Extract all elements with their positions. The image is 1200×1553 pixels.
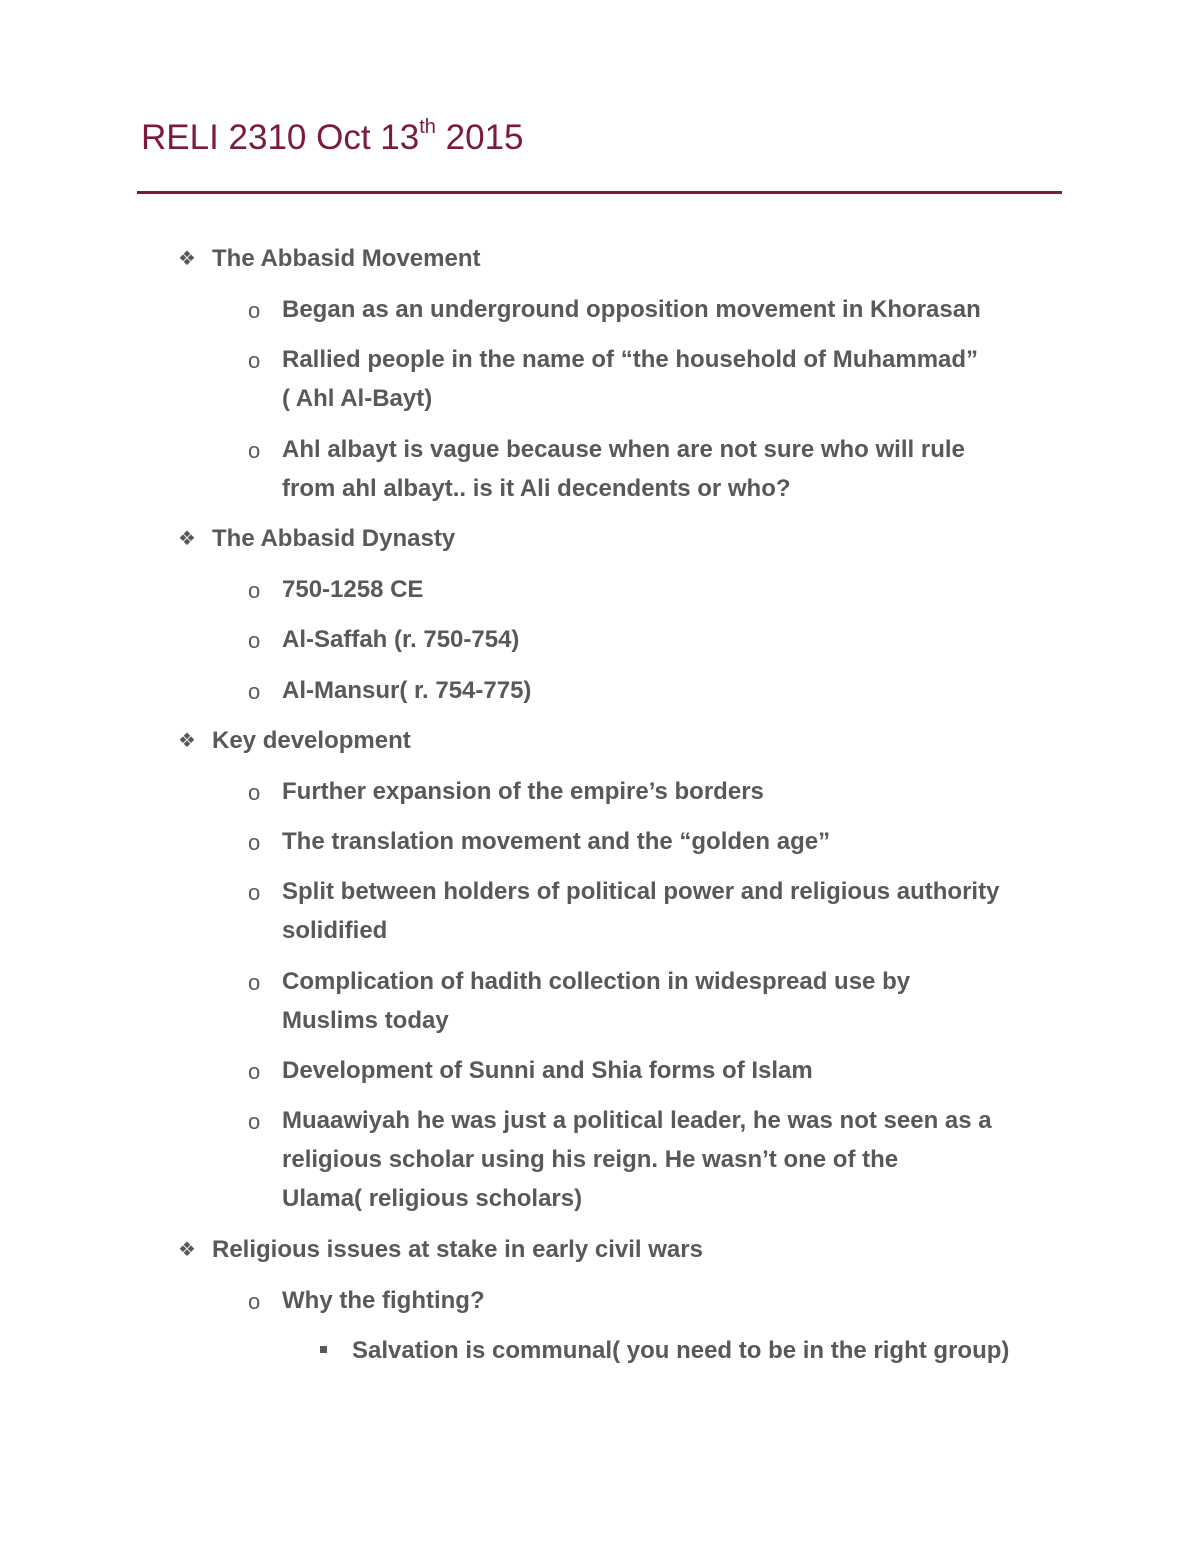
title-text: RELI 2310 Oct 13 bbox=[141, 118, 420, 157]
circle-bullet-icon: o bbox=[248, 780, 261, 805]
circle-bullet-icon: o bbox=[248, 348, 261, 373]
title-divider bbox=[137, 191, 1062, 194]
outline-item-level-2 bbox=[248, 291, 981, 329]
outline-item-level-2 bbox=[248, 431, 965, 469]
circle-bullet-icon: o bbox=[248, 880, 261, 905]
outline-item-level-2 bbox=[248, 672, 532, 710]
outline-item-continuation bbox=[282, 470, 791, 508]
title-year: 2015 bbox=[435, 118, 524, 157]
outline-item-level-2 bbox=[248, 873, 1000, 911]
outline-item-text: solidified bbox=[282, 917, 388, 944]
circle-bullet-icon: o bbox=[248, 830, 261, 855]
outline-item-level-2 bbox=[248, 1282, 485, 1320]
outline-item-text: Key development bbox=[212, 727, 411, 754]
diamond-bullet-icon: ❖ bbox=[178, 248, 196, 270]
outline-item-continuation bbox=[282, 380, 432, 418]
outline-item-text: Further expansion of the empire’s borders bbox=[282, 778, 764, 805]
outline-item-text: The translation movement and the “golden age” bbox=[282, 828, 831, 855]
outline-item-text: Ahl albayt is vague because when are not sure who will rule bbox=[282, 436, 965, 463]
title-superscript: th bbox=[419, 116, 436, 138]
outline-item-text: Development of Sunni and Shia forms of Islam bbox=[282, 1057, 813, 1084]
outline-item-level-3 bbox=[352, 1332, 1009, 1370]
outline-item-text: Muaawiyah he was just a political leader, he was not seen as a bbox=[282, 1107, 992, 1134]
outline-item-level-2 bbox=[248, 341, 979, 379]
outline-item-text: Ulama( religious scholars) bbox=[282, 1185, 583, 1212]
outline-item-level-1 bbox=[178, 520, 456, 558]
outline-item-continuation bbox=[282, 1002, 449, 1040]
outline-item-level-1 bbox=[178, 240, 481, 278]
outline-item-text: Began as an underground opposition movement in Khorasan bbox=[282, 296, 981, 323]
outline-item-text: ( Ahl Al-Bayt) bbox=[282, 385, 433, 412]
circle-bullet-icon: o bbox=[248, 1109, 261, 1134]
circle-bullet-icon: o bbox=[248, 438, 261, 463]
circle-bullet-icon: o bbox=[248, 1289, 261, 1314]
outline-item-text: Al-Saffah (r. 750-754) bbox=[282, 626, 520, 653]
outline-item-text: Al-Mansur( r. 754-775) bbox=[282, 677, 532, 704]
outline-item-text: Why the fighting? bbox=[282, 1287, 485, 1314]
outline-item-text: religious scholar using his reign. He wasn’t one of the bbox=[282, 1146, 899, 1173]
outline-item-continuation bbox=[282, 1141, 898, 1179]
circle-bullet-icon: o bbox=[248, 298, 261, 323]
outline-item-text: Salvation is communal( you need to be in the right group) bbox=[352, 1337, 1010, 1364]
outline-item-level-2 bbox=[248, 823, 831, 861]
circle-bullet-icon: o bbox=[248, 970, 261, 995]
outline-item-text: 750-1258 CE bbox=[282, 576, 424, 603]
outline-item-level-2 bbox=[248, 1102, 992, 1140]
outline-item-level-2 bbox=[248, 963, 911, 1001]
outline-item-text: Religious issues at stake in early civil wars bbox=[212, 1236, 703, 1263]
outline-item-text: Rallied people in the name of “the household of Muhammad” bbox=[282, 346, 979, 373]
outline-item-level-2 bbox=[248, 571, 424, 609]
outline-item-text: from ahl albayt.. is it Ali decendents or who? bbox=[282, 475, 791, 502]
outline-item-level-1 bbox=[178, 1231, 703, 1269]
page-title bbox=[141, 118, 524, 158]
outline-item-text: Split between holders of political power and religious authority bbox=[282, 878, 1000, 905]
circle-bullet-icon: o bbox=[248, 578, 261, 603]
diamond-bullet-icon: ❖ bbox=[178, 730, 196, 752]
circle-bullet-icon: o bbox=[248, 628, 261, 653]
outline-item-level-2 bbox=[248, 621, 520, 659]
outline-item-text: Complication of hadith collection in widespread use by bbox=[282, 968, 911, 995]
square-bullet-icon bbox=[320, 1346, 327, 1353]
diamond-bullet-icon: ❖ bbox=[178, 1239, 196, 1261]
circle-bullet-icon: o bbox=[248, 679, 261, 704]
outline-item-continuation bbox=[282, 912, 387, 950]
outline-item-text: The Abbasid Dynasty bbox=[212, 525, 456, 552]
outline-item-level-1 bbox=[178, 722, 411, 760]
circle-bullet-icon: o bbox=[248, 1059, 261, 1084]
outline-item-continuation bbox=[282, 1180, 582, 1218]
outline-item-text: The Abbasid Movement bbox=[212, 245, 481, 272]
outline-item-level-2 bbox=[248, 1052, 813, 1090]
diamond-bullet-icon: ❖ bbox=[178, 528, 196, 550]
outline-item-level-2 bbox=[248, 773, 764, 811]
outline-item-text: Muslims today bbox=[282, 1007, 449, 1034]
